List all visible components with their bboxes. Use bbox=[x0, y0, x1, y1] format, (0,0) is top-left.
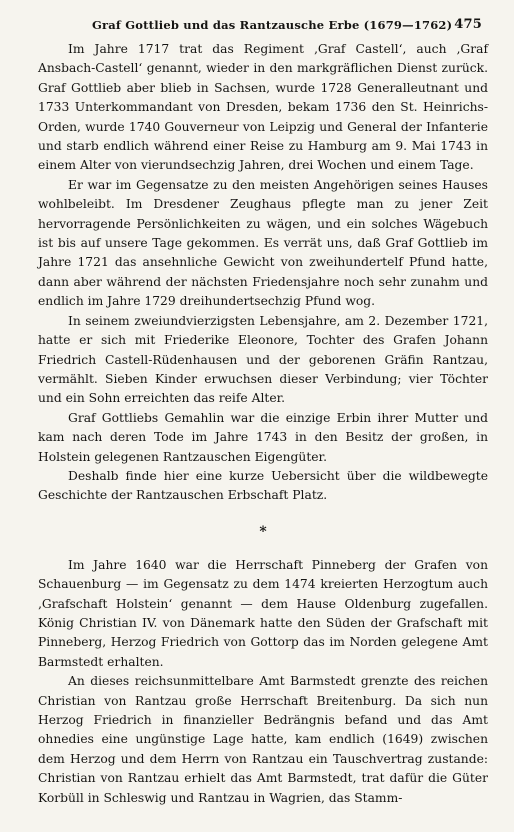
page-number: 475 bbox=[454, 17, 482, 32]
paragraph: An dieses reichsunmittelbare Amt Barmstedt grenzte des reichen Christian von Rantzau große Herrschaft Breitenburg. Da sich nun Herzog Friedrich in finanzieller Bedrängnis befand und das Amt ohnedies eine ungünstige Lage hatte, kam endlich (1649) zwischen dem Herzog und dem Herrn von Rantzau ein Tauschvertrag zustande: Christian von Rantzau erhielt das Amt Barmstedt, trat dafür die Güter Korbüll in Schleswig und Rantzau in Wagrien, das Stamm- bbox=[38, 674, 488, 805]
paragraph: Im Jahre 1717 trat das Regiment ‚Graf Castell‘, auch ‚Graf Ansbach-Castell‘ genannt, wieder in den markgräflichen Dienst zurück. Graf Gottlieb aber blieb in Sachsen, wurde 1728 Generalleutnant und 1733 Unterkommandant von Dresden, bekam 1736 den St. Heinrichs-Orden, wurde 1740 Gouverneur von Leipzig und General der Infanterie und starb endlich während einer Reise zu Hamburg am 9. Mai 1743 in einem Alter von vierundsechzig Jahren, drei Wochen und einem Tage. bbox=[38, 42, 488, 173]
paragraph: Er war im Gegensatze zu den meisten Angehörigen seines Hauses wohlbeleibt. Im Dresdener Zeughaus pflegte man zu jener Zeit hervorragende Persönlichkeiten zu wägen, und ein solches Wägebuch ist bis auf unsere Tage gekommen. Es verrät uns, daß Graf Gottlieb im Jahre 1721 das ansehnliche Gewicht von zweihundertelf Pfund hatte, dann aber während der nächsten Friedensjahre noch sehr zunahm und endlich im Jahre 1729 dreihundertsechzig Pfund wog. bbox=[38, 177, 488, 309]
section-separator: * bbox=[259, 523, 267, 540]
paragraph: Deshalb finde hier eine kurze Uebersicht über die wildbewegte Geschichte der Rantzauschen Erbschaft Platz. bbox=[38, 468, 488, 503]
running-title: Graf Gottlieb und das Rantzausche Erbe (1679—1762) bbox=[92, 18, 453, 32]
paragraph: Im Jahre 1640 war die Herrschaft Pinneberg der Grafen von Schauenburg — im Gegensatz zu dem 1474 kreierten Herzogtum auch ‚Grafschaft Holstein‘ genannt — dem Hause Oldenburg zugefallen. König Christian IV. von Dänemark hatte den Süden der Grafschaft mit Pinneberg, Herzog Friedrich von Gottorp das im Norden gelegene Amt Barmstedt erhalten. bbox=[38, 557, 488, 669]
page-header bbox=[38, 16, 488, 36]
page-body bbox=[38, 40, 488, 808]
paragraph: Graf Gottliebs Gemahlin war die einzige Erbin ihrer Mutter und kam nach deren Tode im Jahre 1743 in den Besitz der großen, in Holstein gelegenen Rantzauschen Eigengüter. bbox=[38, 410, 488, 464]
paragraph: In seinem zweiundvierzigsten Lebensjahre, am 2. Dezember 1721, hatte er sich mit Friederike Eleonore, Tochter des Grafen Johann Friedrich Castell-Rüdenhausen und der geborenen Gräfin Rantzau, vermählt. Sieben Kinder erwuchsen dieser Verbindung; vier Töchter und ein Sohn erreichten das reife Alter. bbox=[38, 313, 488, 406]
